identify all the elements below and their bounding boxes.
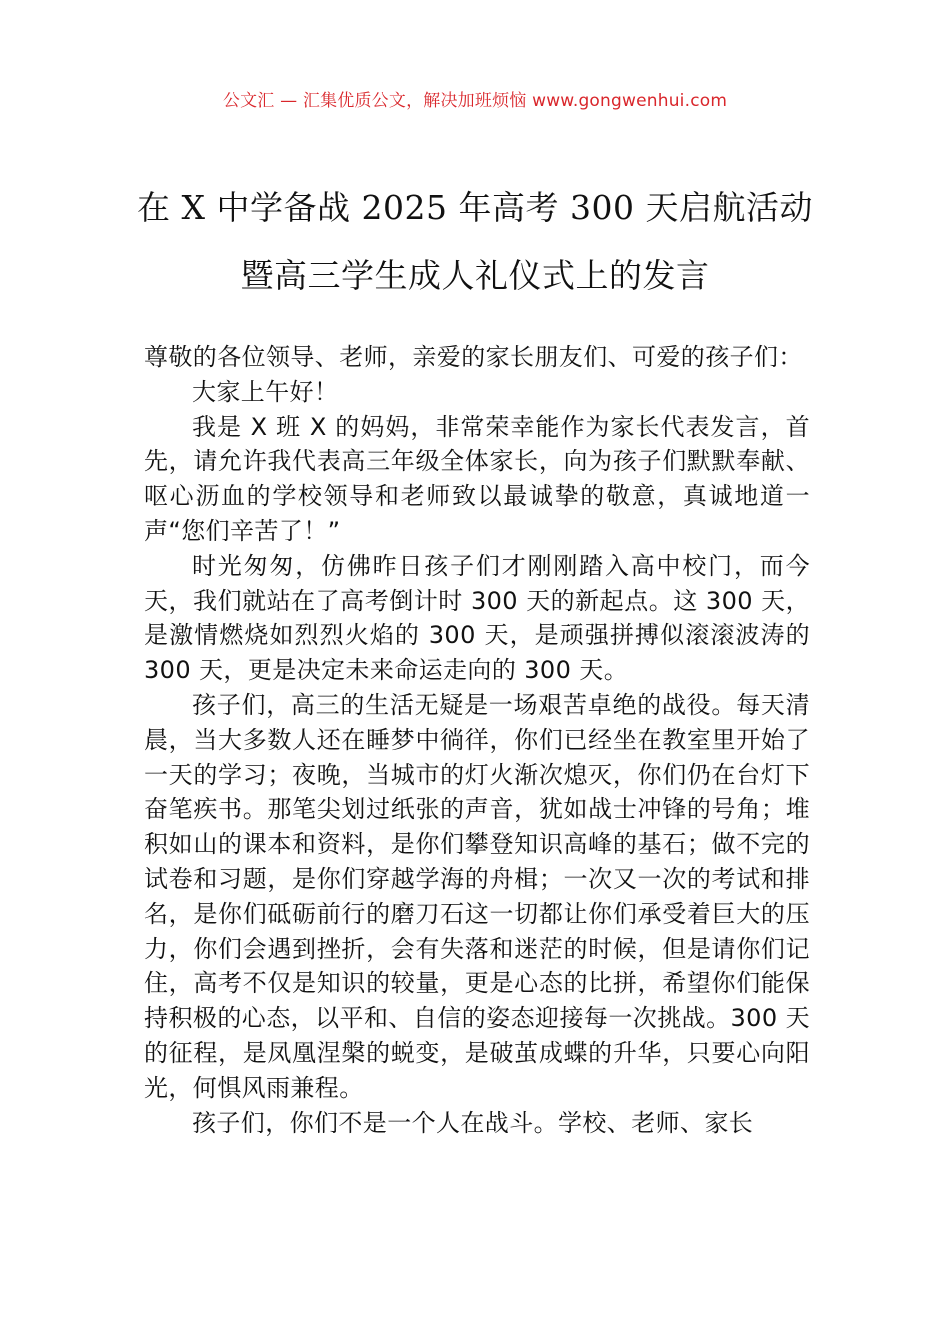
greeting-paragraph: 大家上午好！ [192,377,339,406]
body-paragraph: 孩子们，高三的生活无疑是一场艰苦卓绝的战役。每天清晨，当大多数人还在睡梦中徜徉，你们已经坐在教室里开始了一天的学习；夜晚，当城市的灯火渐次熄灭，你们仍在台灯下奋笔疾书。那笔尖划过纸张的声音，犹如战士冲锋的号角；堆积如山的课本和资料，是你们攀登知识高峰的基石；做不完的试卷和习题，是你们穿越学海的舟楫；一次又一次的考试和排名，是你们砥砺前行的磨刀石这一切都让你们承受着巨大的压力，你们会遇到挫折，会有失落和迷茫的时候，但是请你们记住，高考不仅是知识的较量，更是心态的比拼，希望你们能保持积极的心态，以平和、自信的姿态迎接每一次挑战。300 天的征程，是凤凰涅槃的蜕变，是破茧成蝶的升华，只要心向阳光，何惧风雨兼程。 [144,690,810,1102]
document-body [144,340,810,1140]
body-paragraph: 我是 X 班 X 的妈妈，非常荣幸能作为家长代表发言，首先，请允许我代表高三年级全体家长，向为孩子们默默奉献、呕心沥血的学校领导和老师致以最诚挚的敬意，真诚地道一声“您们辛苦了！” [144,412,810,545]
body-paragraph: 时光匆匆，仿佛昨日孩子们才刚刚踏入高中校门，而今天，我们就站在了高考倒计时 300 天的新起点。这 300 天，是激情燃烧如烈烈火焰的 300 天，是顽强拼搏似滚滚波涛的 300 天，更是决定未来命运走向的 300 天。 [144,551,810,685]
document-title-line-1: 在 X 中学备战 2025 年高考 300 天启航活动 [137,188,813,227]
site-header-note: 公文汇 — 汇集优质公文，解决加班烦恼 www.gongwenhui.com [222,91,728,111]
document-title-line-2: 暨高三学生成人礼仪式上的发言 [240,256,710,295]
body-paragraph: 孩子们，你们不是一个人在战斗。学校、老师、家长 [192,1108,754,1137]
salutation-paragraph: 尊敬的各位领导、老师，亲爱的家长朋友们、可爱的孩子们： [144,343,803,371]
